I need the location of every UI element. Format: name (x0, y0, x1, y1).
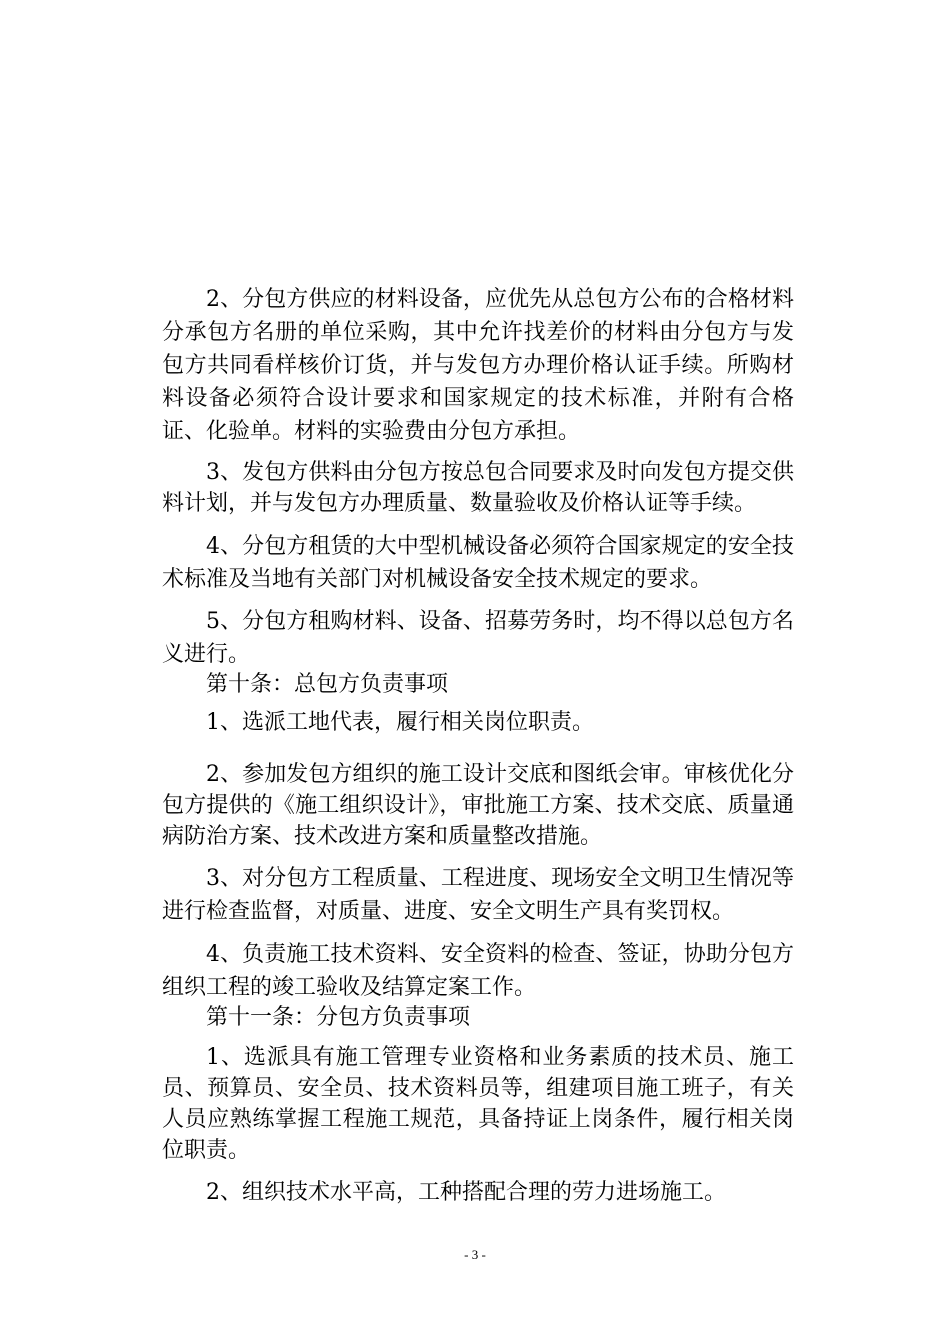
paragraph-supply-plan: 3、发包方供料由分包方按总包合同要求及时向发包方提交供料计划，并与发包方办理质量、数量验收及价格认证等手续。 (162, 460, 794, 516)
article-10-heading: 第十条：总包方负责事项 (206, 672, 449, 697)
art10-item-3: 3、对分包方工程质量、工程进度、现场安全文明卫生情况等进行检查监督，对质量、进度、安全文明生产具有奖罚权。 (162, 866, 794, 924)
article-11-heading: 第十一条：分包方负责事项 (206, 1005, 471, 1030)
page-number: - 3 - (464, 1247, 486, 1262)
paragraph-material-procurement: 2、分包方供应的材料设备，应优先从总包方公布的合格材料分承包方名册的单位采购，其中允许找差价的材料由分包方与发包方共同看样核价订货，并与发包方办理价格认证手续。所购材料设备必须符合设计要求和国家规定的技术标准，并附有合格证、化验单。材料的实验费由分包方承担。 (162, 287, 794, 444)
art11-item-2: 2、组织技术水平高，工种搭配合理的劳力进场施工。 (206, 1180, 726, 1205)
document-body (162, 283, 794, 1209)
paragraph-machinery: 4、分包方租赁的大中型机械设备必须符合国家规定的安全技术标准及当地有关部门对机械设备安全技术规定的要求。 (162, 534, 794, 592)
art11-item-1: 1、选派具有施工管理专业资格和业务素质的技术员、施工员、预算员、安全员、技术资料员等，组建项目施工班子，有关人员应熟练掌握工程施工规范，具备持证上岗条件，履行相关岗位职责。 (162, 1045, 794, 1163)
art10-item-4: 4、负责施工技术资料、安全资料的检查、签证，协助分包方组织工程的竣工验收及结算定案工作。 (162, 942, 794, 1000)
art10-item-1: 1、选派工地代表，履行相关岗位职责。 (206, 710, 594, 735)
art10-item-2: 2、参加发包方组织的施工设计交底和图纸会审。审核优化分包方提供的《施工组织设计》，审批施工方案、技术交底、质量通病防治方案、技术改进方案和质量整改措施。 (162, 762, 794, 849)
paragraph-name-use: 5、分包方租购材料、设备、招募劳务时，均不得以总包方名义进行。 (162, 609, 794, 667)
